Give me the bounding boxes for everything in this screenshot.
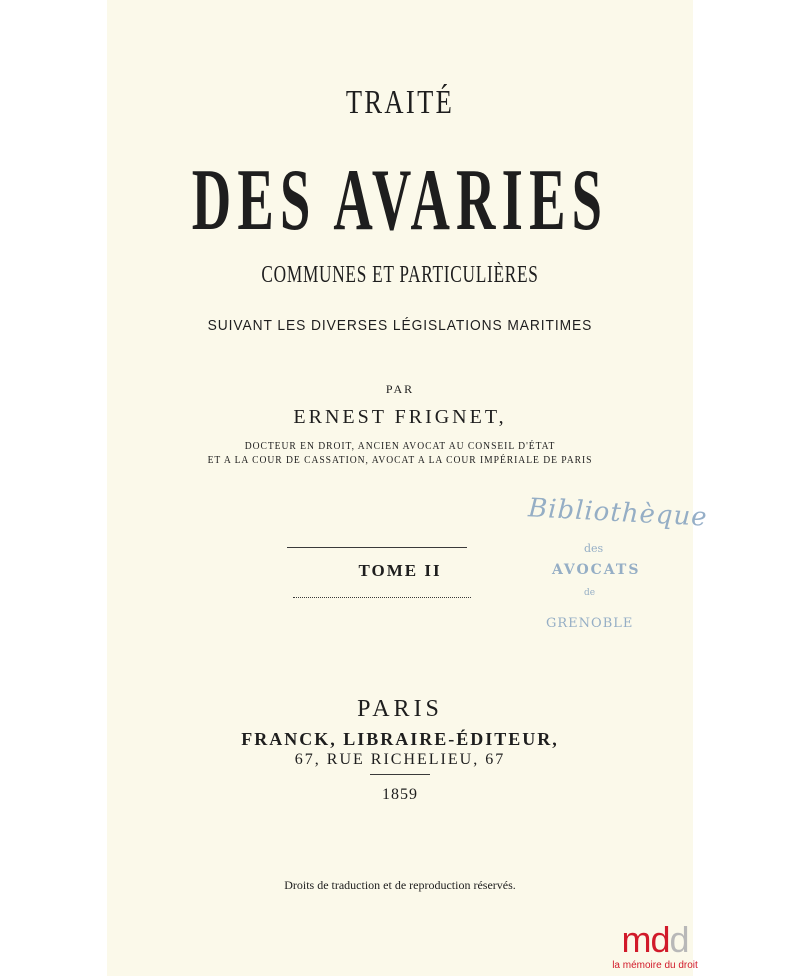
stamp-des: des xyxy=(584,542,604,555)
rights-notice: Droits de traduction et de reproduction réservés. xyxy=(284,878,516,892)
divider-imprint xyxy=(370,774,430,775)
subtitle-communes: COMMUNES ET PARTICULIÈRES xyxy=(261,262,539,288)
mdd-logo-tagline: la mémoire du droit xyxy=(612,960,698,971)
author-par: PAR xyxy=(385,382,415,396)
imprint-year: 1859 xyxy=(382,786,418,803)
stamp-de: de xyxy=(584,588,596,598)
logo-letter-d1: d xyxy=(650,919,670,960)
book-page xyxy=(107,0,693,976)
imprint-publisher: FRANCK, LIBRAIRE-ÉDITEUR, xyxy=(241,729,559,749)
stamp-grenoble: GRENOBLE xyxy=(546,616,634,631)
subtitle-legislations: SUIVANT LES DIVERSES LÉGISLATIONS MARITIMES xyxy=(207,317,593,334)
title-des-avaries: DES AVARIES xyxy=(191,152,609,249)
imprint-city: PARIS xyxy=(357,696,443,722)
author-name: ERNEST FRIGNET, xyxy=(293,406,507,428)
divider-top xyxy=(287,547,467,548)
author-credentials-line2: ET A LA COUR DE CASSATION, AVOCAT A LA COUR IMPÉRIALE DE PARIS xyxy=(207,455,593,466)
mdd-logo xyxy=(612,919,698,971)
stamp-avocats: AVOCATS xyxy=(552,562,641,578)
author-credentials-line1: DOCTEUR EN DROIT, ANCIEN AVOCAT AU CONSEIL D'ÉTAT xyxy=(244,441,556,452)
divider-bottom xyxy=(293,597,471,598)
mdd-logo-mark xyxy=(612,919,698,960)
stamp-bibliotheque: Bibliothèque xyxy=(527,493,709,533)
logo-letter-m: m xyxy=(621,919,651,960)
logo-letter-d2: d xyxy=(669,919,689,960)
imprint-address: 67, RUE RICHELIEU, 67 xyxy=(294,751,506,768)
title-traite: TRAITÉ xyxy=(345,84,455,121)
volume-number: TOME II xyxy=(358,561,442,580)
